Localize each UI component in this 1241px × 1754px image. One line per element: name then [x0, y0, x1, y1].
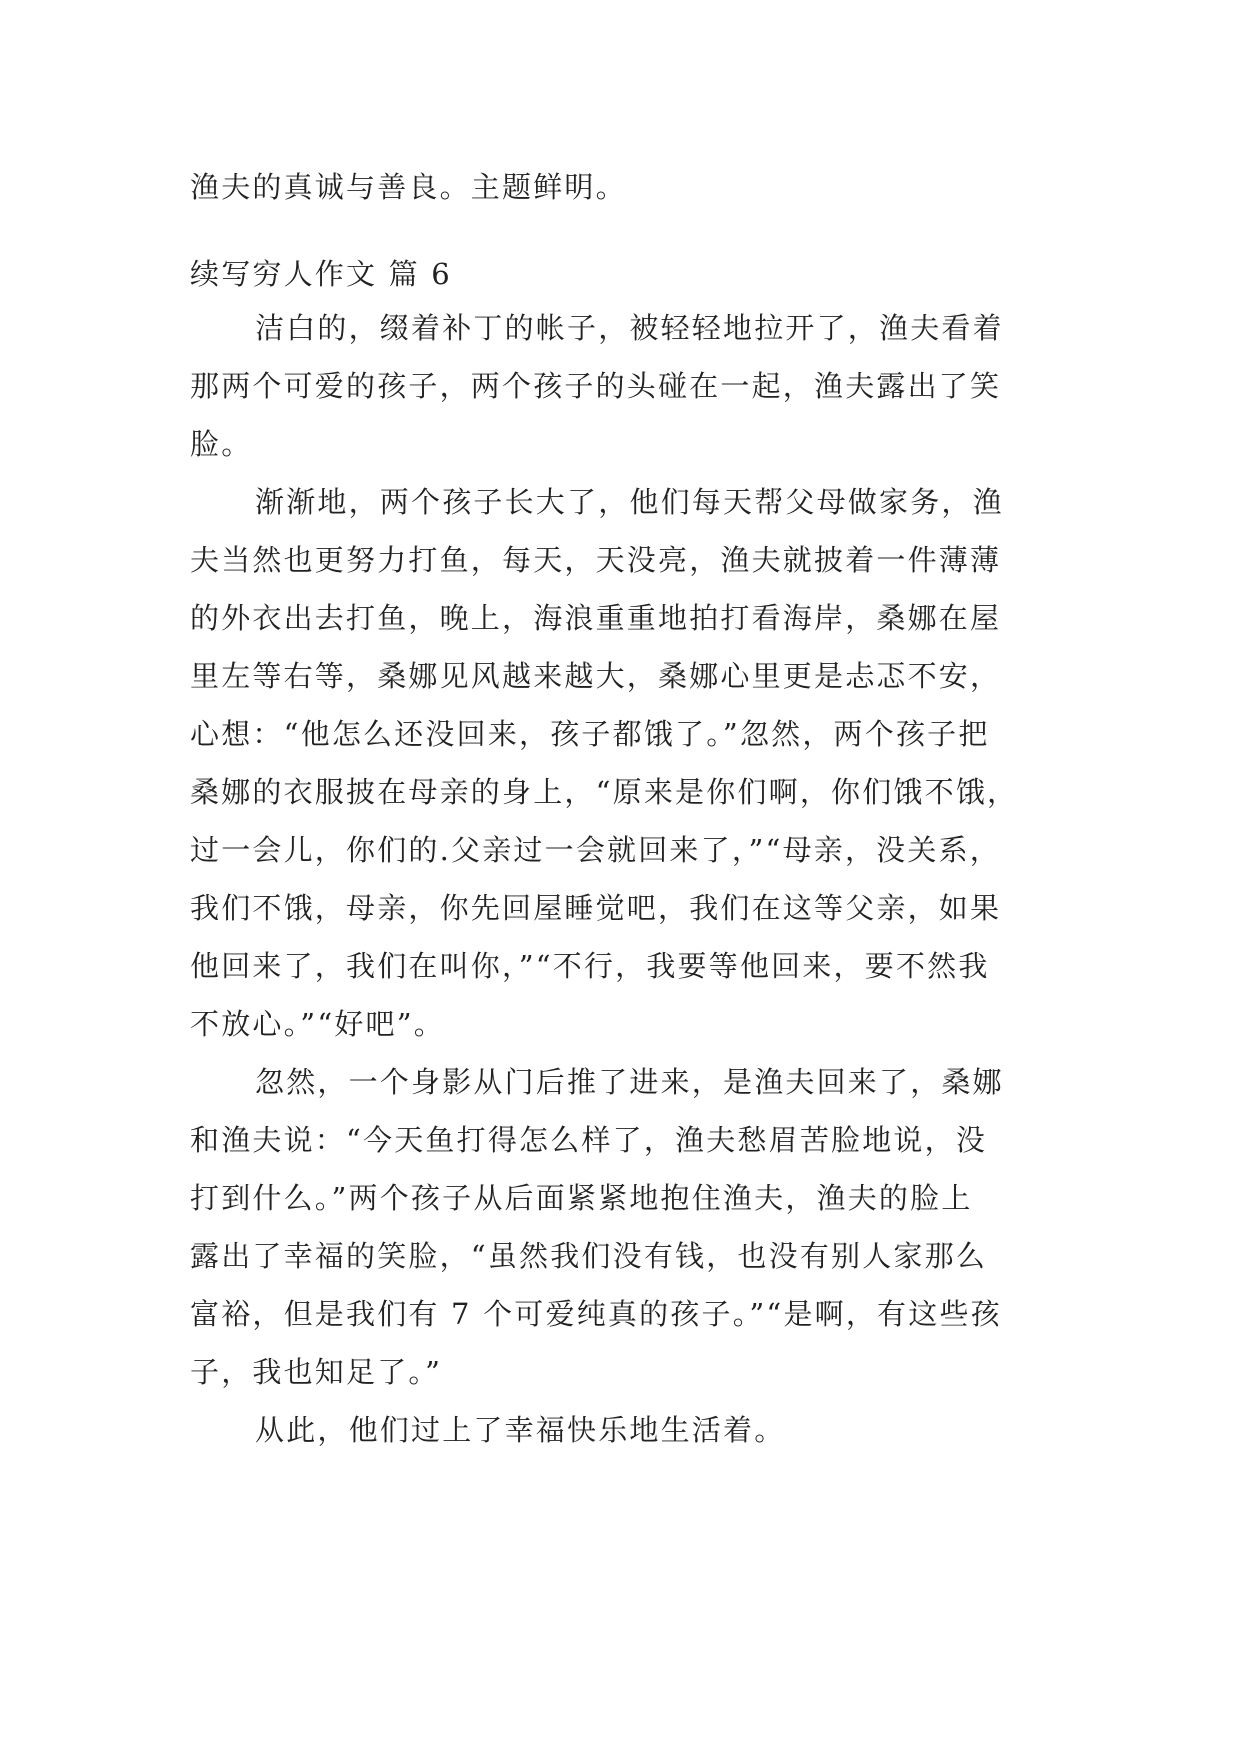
- paragraph-line: 脸。: [190, 427, 253, 461]
- paragraph-line: 从此，他们过上了幸福快乐地生活着。: [255, 1413, 786, 1447]
- section-heading: 续写穷人作文 篇 6: [190, 257, 452, 291]
- paragraph-line: 忽然，一个身影从门后推了进来，是渔夫回来了，桑娜: [255, 1065, 1004, 1099]
- paragraph-line: 桑娜的衣服披在母亲的身上，“原来是你们啊，你们饿不饿，: [190, 775, 1019, 809]
- paragraph-line: 那两个可爱的孩子，两个孩子的头碰在一起，渔夫露出了笑: [190, 369, 1002, 403]
- paragraph-line: 洁白的，缀着补丁的帐子，被轻轻地拉开了，渔夫看着: [255, 311, 1004, 345]
- paragraph-line: 过一会儿，你们的.父亲过一会就回来了，”“母亲，没关系，: [190, 833, 1001, 867]
- paragraph-line: 夫当然也更努力打鱼，每天，天没亮，渔夫就披着一件薄薄: [190, 543, 1002, 577]
- paragraph-line: 打到什么。”两个孩子从后面紧紧地抱住渔夫，渔夫的脸上: [190, 1181, 973, 1215]
- paragraph-line: 里左等右等，桑娜见风越来越大，桑娜心里更是忐忑不安，: [190, 659, 1002, 693]
- paragraph-line: 子，我也知足了。”: [190, 1355, 443, 1389]
- paragraph-line: 他回来了，我们在叫你，”“不行，我要等他回来，要不然我: [190, 949, 990, 983]
- paragraph-line: 不放心。”“好吧”。: [190, 1007, 445, 1041]
- paragraph-line: 露出了幸福的笑脸，“虽然我们没有钱，也没有别人家那么: [190, 1239, 988, 1273]
- paragraph-line: 富裕，但是我们有 7 个可爱纯真的孩子。”“是啊，有这些孩: [190, 1297, 1002, 1331]
- paragraph-line: 渔夫的真诚与善良。主题鲜明。: [190, 170, 627, 204]
- paragraph-line: 的外衣出去打鱼，晚上，海浪重重地拍打看海岸，桑娜在屋: [190, 601, 1002, 635]
- paragraph-line: 我们不饿，母亲，你先回屋睡觉吧，我们在这等父亲，如果: [190, 891, 1002, 925]
- paragraph-line: 和渔夫说：“今天鱼打得怎么样了，渔夫愁眉苦脸地说，没: [190, 1123, 988, 1157]
- paragraph-line: 渐渐地，两个孩子长大了，他们每天帮父母做家务，渔: [255, 485, 1004, 519]
- paragraph-line: 心想：“他怎么还没回来，孩子都饿了。”忽然，两个孩子把: [190, 717, 990, 751]
